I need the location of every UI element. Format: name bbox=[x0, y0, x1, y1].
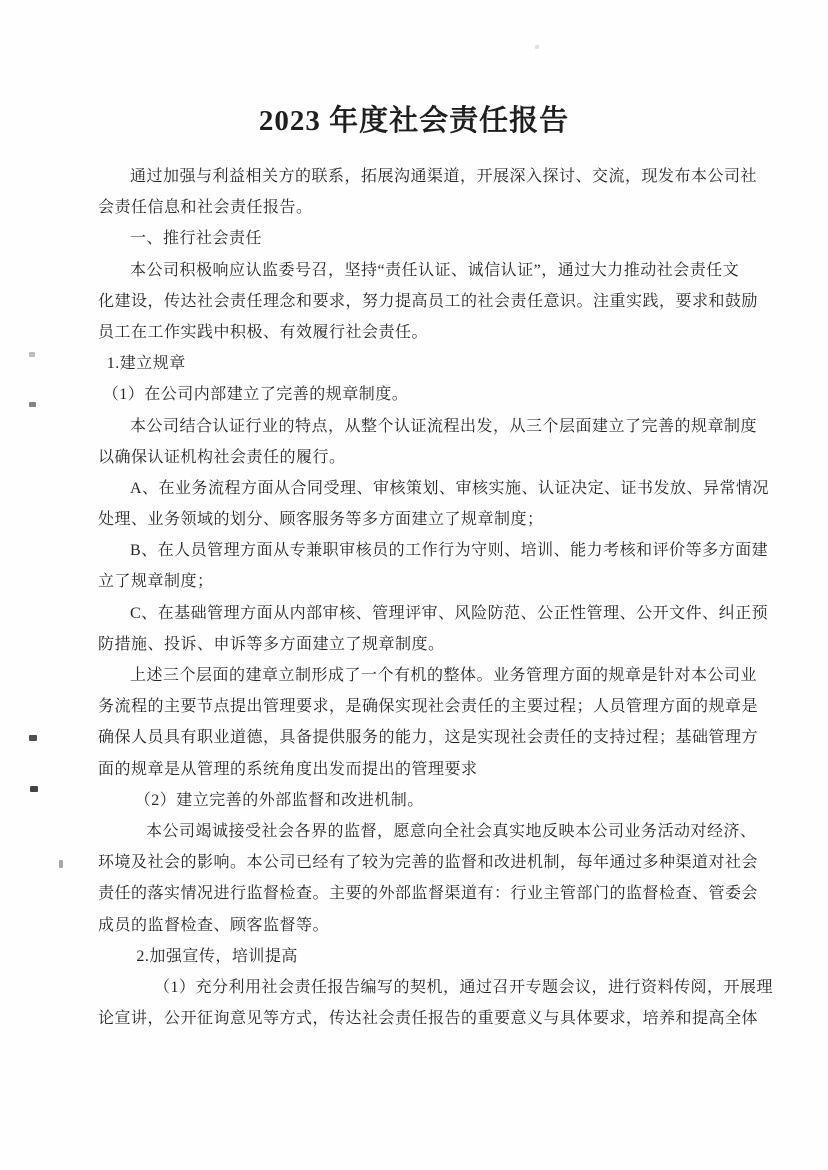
document-body bbox=[98, 161, 774, 1034]
text-line: 上述三个层面的建章立制形成了一个有机的整体。业务管理方面的规章是针对本公司业 bbox=[130, 667, 758, 684]
text-line: 立了规章制度； bbox=[98, 573, 214, 591]
text-line: 2.加强宣传，培训提高 bbox=[136, 947, 298, 965]
text-line: 处理、业务领域的划分、顾客服务等多方面建立了规章制度； bbox=[98, 511, 544, 529]
text-line: （1）在公司内部建立了完善的规章制度。 bbox=[102, 386, 409, 404]
text-line: 本公司竭诚接受社会各界的监督，愿意向全社会真实地反映本公司业务活动对经济、 bbox=[146, 822, 757, 840]
text-line: 本公司结合认证行业的特点，从整个认证流程出发，从三个层面建立了完善的规章制度 bbox=[130, 417, 758, 435]
text-line: 面的规章是从管理的系统角度出发而提出的管理要求 bbox=[98, 760, 478, 778]
scan-mark bbox=[29, 352, 35, 357]
text-line: C、在基础管理方面从内部审核、管理评审、风险防范、公正性管理、公开文件、纠正预 bbox=[130, 604, 769, 622]
text-line: 本公司积极响应认监委号召，坚持“责任认证、诚信认证”，通过大力推动社会责任文 bbox=[130, 261, 740, 279]
text-line: 论宣讲，公开征询意见等方式，传达社会责任报告的重要意义与具体要求，培养和提高全体 bbox=[98, 1010, 759, 1028]
text-line: 1.建立规章 bbox=[106, 355, 186, 373]
scan-mark bbox=[29, 735, 37, 741]
text-line: 环境及社会的影响。本公司已经有了较为完善的监督和改进机制，每年通过多种渠道对社会 bbox=[98, 854, 759, 872]
text-line: B、在人员管理方面从专兼职审核员的工作行为守则、培训、能力考核和评价等多方面建 bbox=[130, 542, 769, 560]
text-line: 以确保认证机构社会责任的履行。 bbox=[98, 448, 346, 466]
text-line: （2）建立完善的外部监督和改进机制。 bbox=[134, 791, 424, 809]
scan-mark bbox=[29, 402, 36, 407]
text-line: 务流程的主要节点提出管理要求，是确保实现社会责任的主要过程；人员管理方面的规章是 bbox=[98, 698, 759, 716]
document-title: 2023 年度社会责任报告 bbox=[258, 105, 570, 137]
scan-mark bbox=[59, 860, 63, 868]
scan-mark bbox=[535, 45, 539, 49]
text-line: 防措施、投诉、申诉等多方面建立了规章制度。 bbox=[98, 635, 445, 653]
text-line: 确保人员具有职业道德，具备提供服务的能力，这是实现社会责任的支持过程；基础管理方 bbox=[98, 729, 759, 747]
text-line: （1）充分利用社会责任报告编写的契机，通过召开专题会议，进行资料传阅，开展理 bbox=[154, 978, 774, 996]
text-line: 责任的落实情况进行监督检查。主要的外部监督渠道有：行业主管部门的监督检查、管委会 bbox=[98, 885, 759, 903]
text-line: A、在业务流程方面从合同受理、审核策划、审核实施、认证决定、证书发放、异常情况 bbox=[130, 479, 770, 497]
text-line: 员工在工作实践中积极、有效履行社会责任。 bbox=[98, 323, 429, 341]
text-line: 化建设，传达社会责任理念和要求，努力提高员工的社会责任意识。注重实践，要求和鼓励 bbox=[98, 292, 759, 310]
text-line: 成员的监督检查、顾客监督等。 bbox=[98, 916, 330, 934]
text-line: 一、推行社会责任 bbox=[130, 230, 263, 248]
text-line: 通过加强与利益相关方的联系，拓展沟通渠道，开展深入探讨、交流，现发布本公司社 bbox=[130, 168, 758, 185]
text-line: 会责任信息和社会责任报告。 bbox=[98, 199, 313, 217]
scan-mark bbox=[30, 786, 38, 792]
